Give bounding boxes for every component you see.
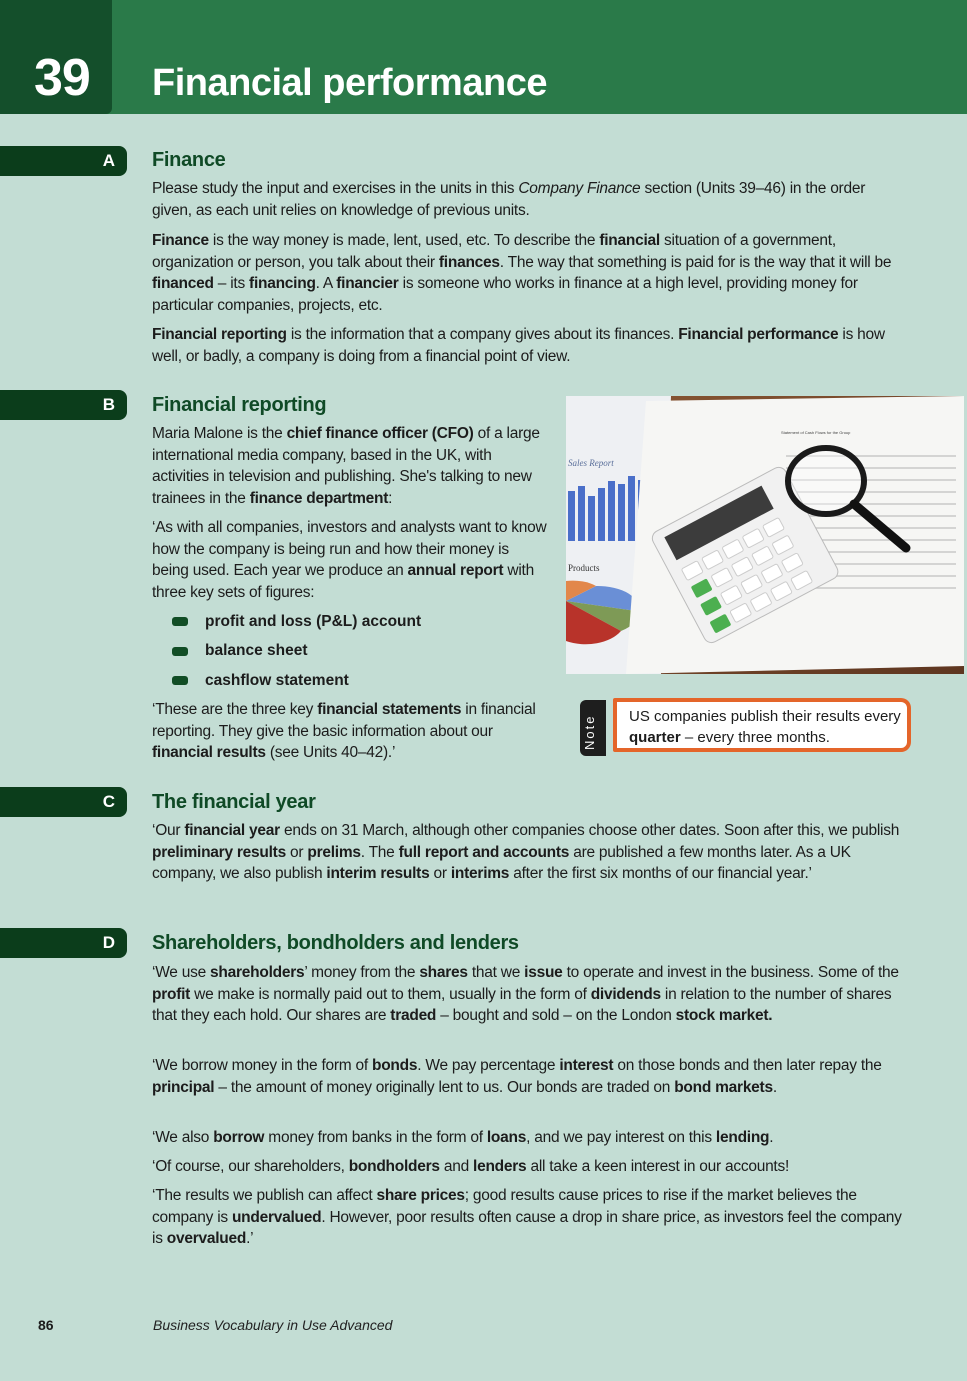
note-text [629,706,907,748]
text-run: – the amount of money originally lent to us. Our bonds are traded on [214,1078,675,1096]
unit-number: 39 [34,49,90,107]
text-run: of a large international media company, based in the UK, with activities in television and publishing. She's talking to new trainees in the [152,425,540,508]
text-run: is how well, or badly, a company is doing from a financial point of view. [152,326,885,365]
paragraph [152,324,907,367]
title-reference: Company Finance [518,180,641,197]
text-run: that we [467,964,525,981]
key-term: dividends [590,985,661,1003]
text-run: we make is normally paid out to them, usually in the form of [190,985,591,1003]
list-item: cashflow statement [172,666,421,696]
text-run: ‘We use [152,964,211,981]
section-title-b: Financial reporting [152,394,327,416]
text-run: in relation to the number of shares that they each hold. Our shares are [152,985,892,1025]
text-run: Please study the input and exercises in the units in this [152,180,519,197]
text-run: (see Units 40–42).’ [265,744,396,762]
key-term: undervalued [231,1208,322,1226]
text-run: . However, poor results often cause a drop in share price, as investors feel the company is [152,1208,902,1248]
key-term: stock market. [675,1007,773,1025]
text-run: . The way that something is paid for is the way that it will be [499,253,892,271]
key-term: annual report [407,562,504,580]
page-number: 86 [38,1317,54,1333]
financial-statements-list [172,607,421,696]
text-run: with three key sets of figures: [152,562,534,602]
key-term: loans [486,1129,527,1146]
key-term: interim results [326,865,430,883]
photo-illustration [566,396,964,674]
key-term: Financial performance [678,326,839,343]
text-run: US companies publish their results every [629,708,901,725]
text-run: ‘As with all companies, investors and analysts want to know how the company is being run and how their money is being used. Each year we produce an [152,519,547,580]
text-run: is someone who works in finance at a high level, providing money for particular companies, projects, etc. [152,275,858,315]
text-run: on those bonds and then later repay the [613,1057,882,1074]
section-tab-b [0,390,127,420]
key-term: bond markets [674,1078,773,1096]
text-run: is the information that a company gives about its finances. [286,326,679,343]
key-term: Finance [152,232,209,249]
text-run: . [772,1078,777,1096]
paragraph [152,517,547,604]
text-run: – bought and sold – on the London [436,1007,676,1025]
book-title: Business Vocabulary in Use Advanced [153,1317,393,1333]
key-term: finances [438,253,500,271]
paragraph [152,1127,907,1149]
bullet-icon [172,676,188,685]
text-run: ends on 31 March, although other companies choose other dates. Soon after this, we publish [279,822,900,839]
text-run: , and we pay interest on this [526,1129,716,1146]
text-run: ‘Our [152,822,185,839]
key-term: prelims [307,843,361,861]
list-item: balance sheet [172,637,421,667]
key-term: interims [450,865,510,883]
key-term: Financial reporting [152,326,287,343]
section-title-c: The financial year [152,791,316,813]
text-run: are published a few months later. As a UK company, we also publish [152,843,851,883]
text-run: . We pay percentage [417,1057,560,1074]
paragraph [152,230,907,317]
section-tab-c [0,787,127,817]
text-run: : [388,490,393,508]
key-term: financier [336,275,399,293]
key-term: share prices [376,1187,465,1204]
text-run: situation of a government, organization or person, you talk about their [152,232,836,271]
key-term: traded [390,1007,437,1025]
section-tab-d [0,928,127,958]
text-run: ‘We also [152,1129,214,1146]
key-term: shares [419,964,468,981]
text-run: . The [360,843,399,861]
text-run: ; good results cause prices to rise if the market believes the company is [152,1187,857,1226]
unit-number-box [0,0,112,114]
note-tag: Note [580,700,606,756]
paragraph [152,178,907,221]
bullet-icon [172,617,188,626]
text-run: ‘The results we publish can affect [152,1187,377,1204]
text-run: in financial reporting. They give the basic information about our [152,701,536,740]
text-run: – every three months. [680,729,830,746]
paragraph [152,1185,907,1250]
key-term: interest [559,1057,614,1074]
text-run: and [439,1158,474,1175]
section-title-a: Finance [152,149,226,171]
section-title-d: Shareholders, bondholders and lenders [152,932,519,954]
key-term: lenders [473,1158,527,1175]
paragraph [152,699,547,764]
bullet-icon [172,647,188,656]
text-run: – its [213,275,250,293]
section-letter: B [102,395,115,414]
key-term: financed [152,275,214,293]
key-term: financial statements [317,701,462,718]
text-run: section (Units 39–46) in the order given, as each unit relies on knowledge of previous units. [152,180,866,219]
unit-title: Financial performance [152,62,547,104]
key-term: issue [524,964,563,981]
text-run: ‘These are the three key [152,701,318,718]
key-term: preliminary results [152,843,286,861]
key-term: borrow [213,1129,265,1146]
key-term: bondholders [348,1158,440,1175]
sales-report-label: Sales Report [568,458,614,468]
text-run: . A [315,275,337,293]
text-run: or [285,843,308,861]
key-term: lending [715,1129,770,1146]
products-label: Products [568,563,600,573]
section-tab-a [0,146,127,176]
text-run: ‘Of course, our shareholders, [152,1158,349,1175]
text-run: Maria Malone is the [152,425,287,442]
key-term: overvalued [166,1230,247,1248]
text-run: ’ money from the [304,964,420,981]
key-term: financial results [152,744,266,762]
key-term: finance department [249,490,389,508]
key-term: full report and accounts [398,843,570,861]
key-term: bonds [372,1057,418,1074]
paragraph [152,962,907,1027]
note-callout [580,698,904,756]
text-run: or [429,865,451,883]
section-letter: D [102,933,115,952]
text-run: to operate and invest in the business. Some of the [562,964,899,981]
paragraph [152,820,907,885]
paragraph [152,1055,907,1098]
key-term: profit [152,985,191,1003]
statement-label: Statement of Cash Flows for the Group [781,430,851,435]
section-letter: C [102,792,115,811]
key-term: chief finance officer (CFO) [286,425,474,442]
unit-header [0,0,967,114]
note-box [613,698,911,752]
financial-reports-photo [566,396,964,674]
text-run: . [769,1129,774,1146]
key-term: quarter [629,729,681,746]
text-run: after the first six months of our financial year.’ [509,865,812,883]
text-run: all take a keen interest in our accounts! [526,1158,790,1175]
paragraph [152,423,547,510]
key-term: financial year [184,822,280,839]
section-letter: A [102,151,115,170]
text-run: money from banks in the form of [264,1129,487,1146]
key-term: principal [152,1078,215,1096]
paragraph [152,1156,907,1178]
key-term: financial [599,232,660,249]
text-run: .’ [246,1230,254,1248]
key-term: shareholders [210,964,305,981]
text-run: ‘We borrow money in the form of [152,1057,372,1074]
text-run: is the way money is made, lent, used, etc. To describe the [208,232,600,249]
key-term: financing [249,275,316,293]
list-item: profit and loss (P&L) account [172,607,421,637]
